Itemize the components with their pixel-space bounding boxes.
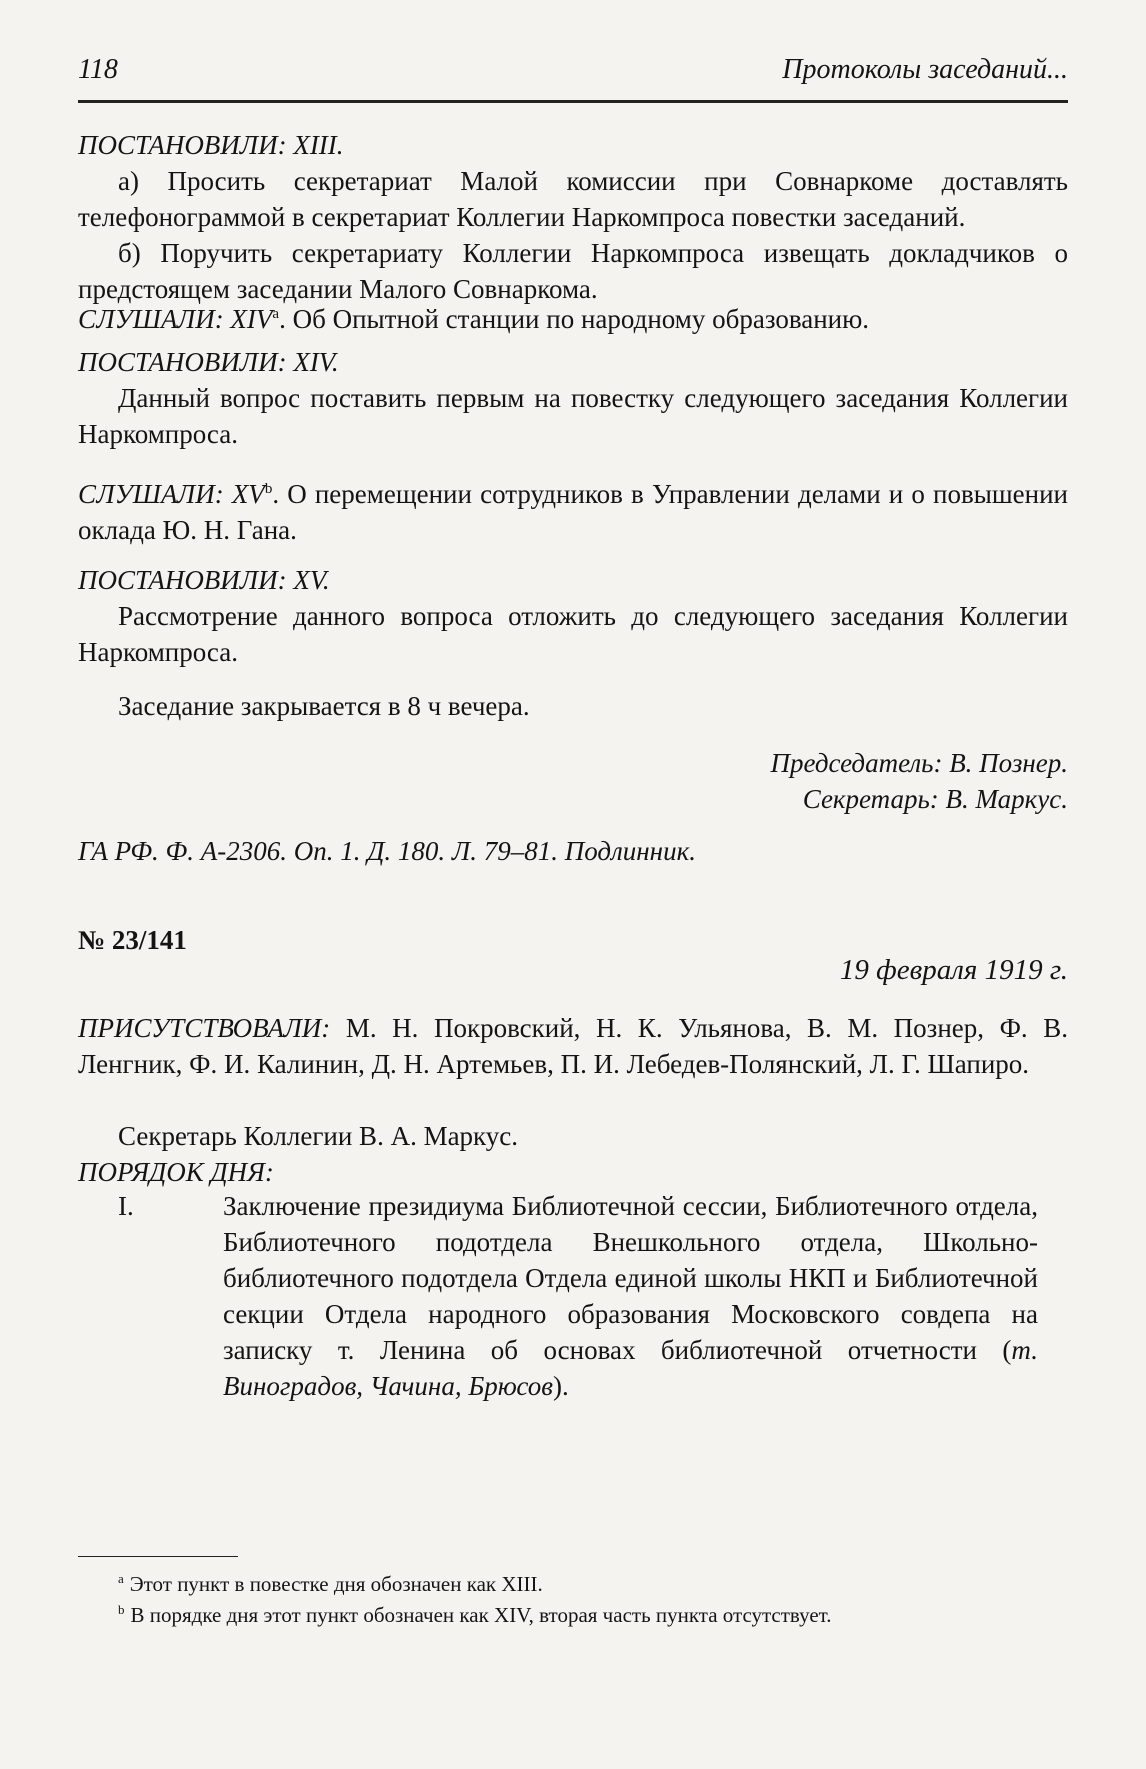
resolution-xiv-text: Данный вопрос поставить первым на повестку следующего заседания Коллегии Наркомпроса.: [78, 383, 1068, 449]
attendance: [78, 1010, 1068, 1082]
agenda-item-end: ).: [552, 1371, 569, 1401]
hearing-xiv-line: [78, 301, 1068, 337]
resolution-xiii: [78, 127, 1068, 307]
footnote-mark-b: b: [264, 481, 273, 497]
resolution-xiv-heading: ПОСТАНОВИЛИ: XIV.: [78, 347, 339, 377]
protocol-number: № 23/141: [78, 925, 187, 955]
footnote-b-text: В порядке дня этот пункт обозначен как XIV, вторая часть пункта отсутствует.: [130, 1603, 832, 1627]
footnote-b-letter: b: [118, 1602, 125, 1617]
footnote-b: [78, 1601, 1068, 1629]
resolution-xiii-item-a: а) Просить секретариат Малой комиссии при Совнаркоме доставлять телефонограммой в секретариат Коллегии Наркомпроса повестки заседаний.: [78, 166, 1068, 232]
header-rule: [78, 100, 1068, 103]
protocol-date: 19 февраля 1919 г.: [839, 954, 1068, 986]
hearing-xiv: [78, 301, 1068, 452]
agenda-item-body: Заключение президиума Библиотечной сессии, Библиотечного отдела, Библиотечного подотдела Внешкольного отдела, Школьно-библиотечного подотдела Отдела единой школы НКП и Библиотечной секции Отдела народного образования Московского совдепа на записку т. Ленина об основах библиотечной отчетности (: [223, 1191, 1038, 1365]
hearing-xiv-label: СЛУШАЛИ: XIV: [78, 304, 273, 334]
resolution-xiii-item-b: б) Поручить секретариату Коллегии Наркомпроса извещать докладчиков о предстоящем заседании Малого Совнаркома.: [78, 238, 1068, 304]
secretary-signature: Секретарь: В. Маркус.: [802, 784, 1068, 814]
hearing-xiv-text: . Об Опытной станции по народному образованию.: [279, 304, 870, 334]
footnote-a-letter: a: [118, 1571, 124, 1586]
hearing-xv-line: [78, 476, 1068, 548]
signatures: [78, 745, 1068, 817]
agenda-item-mark: I.: [118, 1191, 134, 1221]
agenda-item-speakers: т. Виноградов, Чачина, Брюсов: [223, 1335, 1038, 1401]
hearing-xv-text: . О перемещении сотрудников в Управлении делами и о повышении оклада Ю. Н. Гана.: [78, 479, 1068, 545]
footnote-a-text: Этот пункт в повестке дня обозначен как XIII.: [129, 1572, 543, 1596]
running-title: Протоколы заседаний...: [782, 54, 1068, 85]
attendance-list: М. Н. Покровский, Н. К. Ульянова, В. М. Познер, Ф. В. Ленгник, Ф. И. Калинин, Д. Н. Артемьев, П. И. Лебедев-Полянский, Л. Г. Шапиро.: [78, 1013, 1068, 1079]
resolution-xv-heading: ПОСТАНОВИЛИ: XV.: [78, 565, 330, 595]
footnote-mark-a: a: [272, 306, 280, 322]
agenda-item-text: [223, 1188, 1038, 1404]
collegium-secretary: Секретарь Коллегии В. А. Маркус.: [118, 1121, 519, 1151]
closing-line: Заседание закрывается в 8 ч вечера.: [118, 691, 530, 721]
hearing-xv: [78, 476, 1068, 670]
footnote-rule: [78, 1556, 238, 1557]
resolution-xv-text: Рассмотрение данного вопроса отложить до следующего заседания Коллегии Наркомпроса.: [78, 601, 1068, 667]
page-number: 118: [78, 54, 118, 85]
archive-reference: ГА РФ. Ф. А-2306. Оп. 1. Д. 180. Л. 79–81. Подлинник.: [78, 836, 696, 866]
agenda-heading: ПОРЯДОК ДНЯ:: [78, 1157, 274, 1187]
footnote-a: [78, 1570, 1068, 1598]
attendance-label: ПРИСУТСТВОВАЛИ:: [78, 1013, 331, 1043]
hearing-xv-label: СЛУШАЛИ: XV: [78, 479, 265, 509]
resolution-xiii-heading: ПОСТАНОВИЛИ: XIII.: [78, 130, 344, 160]
chairman-signature: Председатель: В. Познер.: [770, 748, 1068, 778]
